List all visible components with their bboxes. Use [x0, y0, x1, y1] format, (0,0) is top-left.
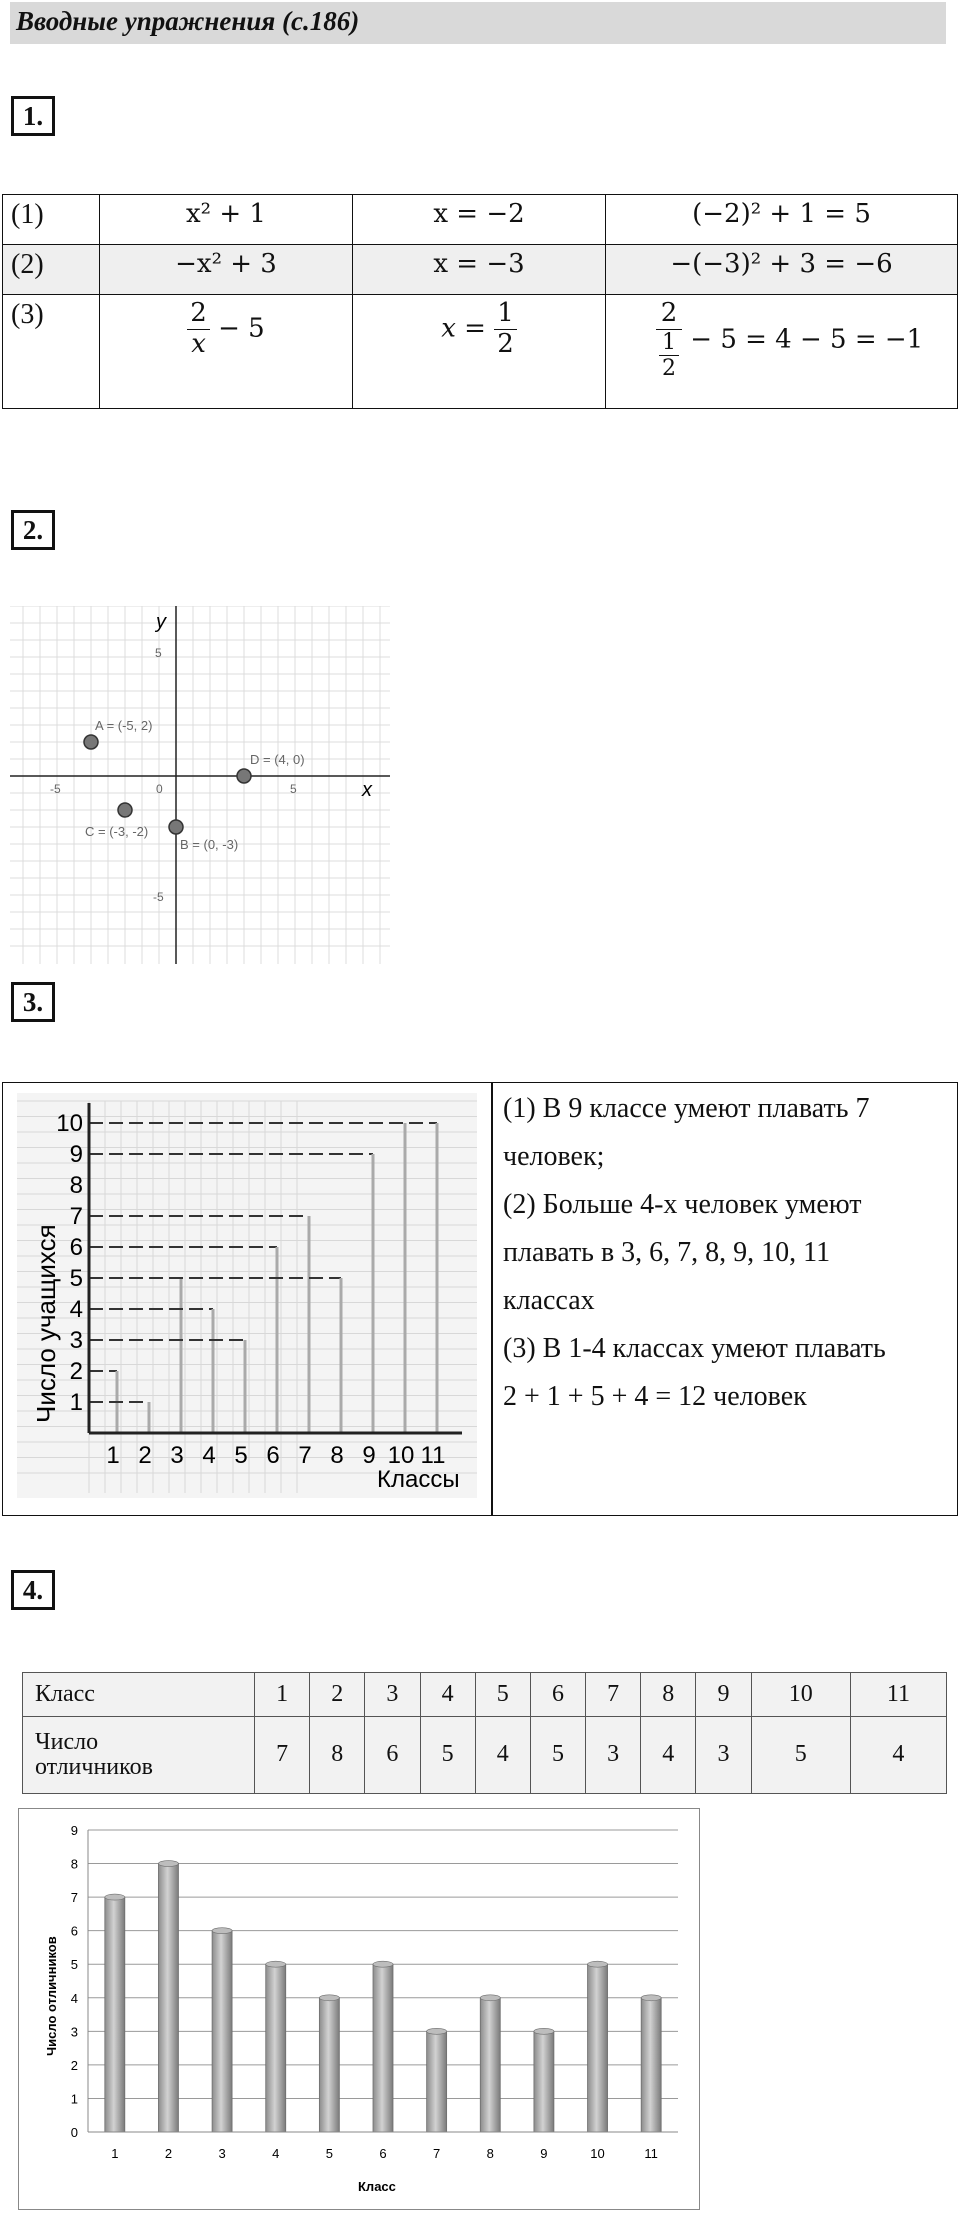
- point-marker: [237, 769, 251, 783]
- bar: [480, 1998, 500, 2132]
- tick-label: 0: [156, 782, 163, 796]
- tick-label: 5: [155, 646, 162, 660]
- x-value-cell: x = −3: [353, 245, 606, 295]
- point-label: B = (0, -3): [180, 837, 239, 852]
- bar: [340, 1278, 343, 1433]
- bar-top: [427, 2028, 447, 2034]
- bar: [308, 1216, 311, 1433]
- count-cell: 5: [420, 1716, 475, 1793]
- tick-label: 0: [70, 2125, 78, 2140]
- tick-label: 7: [298, 1442, 312, 1469]
- class-cell: 9: [696, 1673, 751, 1717]
- tick-label: -5: [50, 782, 61, 796]
- tick-label: 10: [56, 1110, 83, 1137]
- bar: [372, 1154, 375, 1433]
- bar: [436, 1123, 439, 1433]
- table-row: [3, 245, 958, 295]
- row-index: (2): [3, 245, 100, 295]
- tick-label: 8: [330, 1442, 344, 1469]
- class-cell: 11: [850, 1673, 946, 1717]
- y-axis-label: Число отличников: [44, 1936, 59, 2056]
- tick-label: 8: [69, 1172, 83, 1199]
- bar: [373, 1964, 393, 2132]
- row-index: (3): [3, 295, 100, 409]
- swimming-chart: [17, 1093, 477, 1498]
- tick-label: 6: [379, 2146, 387, 2161]
- tick-label: 9: [70, 1823, 78, 1838]
- class-cell: 3: [365, 1673, 420, 1717]
- calculation-cell: $\frac{2}{\frac{1}{2}}$ − 5 = 4 − 5 = −1: [606, 295, 958, 409]
- answer-line: плавать в 3, 6, 7, 8, 9, 10, 11: [503, 1237, 831, 1268]
- fraction: $\frac{2}{\frac{1}{2}}$: [656, 299, 682, 381]
- tick-label: 3: [69, 1327, 83, 1354]
- exercise-3-number: 3.: [11, 982, 55, 1022]
- bar-top: [534, 2028, 554, 2034]
- bar: [212, 1931, 232, 2132]
- page-title: Вводные упражнения (с.186): [16, 6, 360, 36]
- bar: [588, 1964, 608, 2132]
- count-cell: 4: [641, 1716, 696, 1793]
- tick-label: 2: [69, 1358, 83, 1385]
- tick-label: 5: [69, 1265, 83, 1292]
- class-cell: 1: [255, 1673, 310, 1717]
- tick-label: 5: [325, 2146, 333, 2161]
- class-cell: 2: [310, 1673, 365, 1717]
- tick-label: 3: [170, 1442, 184, 1469]
- tick-label: 6: [70, 1923, 78, 1939]
- count-cell: 3: [696, 1716, 751, 1793]
- tick-label: 1: [69, 1389, 83, 1416]
- point-label: A = (-5, 2): [95, 718, 153, 733]
- tick-label: 4: [69, 1296, 83, 1323]
- class-cell: 7: [586, 1673, 641, 1717]
- tick-label: 7: [433, 2146, 441, 2161]
- tick-label: 3: [218, 2146, 226, 2161]
- expression-cell: x² + 1: [100, 195, 353, 245]
- tick-label: 4: [70, 1990, 78, 2006]
- point-label: D = (4, 0): [250, 752, 305, 767]
- answer-line: человек;: [503, 1141, 605, 1172]
- bar-top: [158, 1861, 178, 1867]
- bar: [158, 1864, 178, 2132]
- exercise-2-number: 2.: [11, 510, 55, 550]
- x-axis-label: Классы: [377, 1466, 460, 1493]
- answer-line: классах: [503, 1285, 595, 1316]
- answer-line: (2) Больше 4-х человек умеют: [503, 1189, 862, 1220]
- tick-label: 1: [106, 1442, 120, 1469]
- tick-label: 5: [234, 1442, 248, 1469]
- bar-top: [641, 1995, 661, 2001]
- tick-label: 11: [420, 1442, 446, 1469]
- x-value-cell: x = $\frac{1}{2}$: [353, 295, 606, 409]
- bar-top: [373, 1961, 393, 1967]
- coordinate-grid: [10, 606, 390, 964]
- x-axis-label: x: [362, 779, 372, 801]
- exercise-1-table: [2, 194, 958, 409]
- expression-cell: $\frac{2}{x}$ − 5: [100, 295, 353, 409]
- tick-label: 8: [70, 1856, 78, 1872]
- tick-label: 4: [202, 1442, 216, 1469]
- class-cell: 5: [475, 1673, 530, 1717]
- count-cell: 8: [310, 1716, 365, 1793]
- tick-label: 2: [164, 2146, 173, 2161]
- tick-label: 1: [111, 2146, 119, 2161]
- point-label: C = (-3, -2): [85, 824, 149, 839]
- bar: [180, 1278, 183, 1433]
- bar-top: [105, 1894, 125, 1900]
- count-cell: 7: [255, 1716, 310, 1793]
- bar: [266, 1964, 286, 2132]
- tick-label: 5: [70, 1957, 78, 1973]
- bar-top: [588, 1961, 608, 1967]
- honor-students-chart: [18, 1808, 700, 2210]
- bar: [534, 2031, 554, 2132]
- tick-label: 9: [362, 1442, 376, 1469]
- page-header: [10, 2, 946, 44]
- row-index: (1): [3, 195, 100, 245]
- row-label: Класс: [23, 1673, 255, 1717]
- bar: [641, 1998, 661, 2132]
- class-cell: 4: [420, 1673, 475, 1717]
- exercise-3-answers: [503, 1085, 948, 1421]
- bar-top: [212, 1928, 232, 1934]
- class-cell: 6: [530, 1673, 585, 1717]
- bar: [404, 1123, 407, 1433]
- tick-label: 4: [272, 2146, 280, 2161]
- y-axis-label: y: [156, 611, 166, 633]
- tick-label: 2: [70, 2057, 78, 2073]
- exercise-3-box: [2, 1082, 958, 1516]
- answer-line: (1) В 9 классе умеют плавать 7: [503, 1093, 870, 1124]
- coordinate-plane: [10, 606, 390, 964]
- tick-label: 8: [486, 2146, 494, 2161]
- count-cell: 5: [751, 1716, 850, 1793]
- tick-label: 11: [644, 2146, 658, 2161]
- bar-top: [319, 1995, 339, 2001]
- fraction: $\frac{1}{2}$: [494, 299, 517, 360]
- tick-label: 1: [70, 2091, 78, 2107]
- count-cell: 6: [365, 1716, 420, 1793]
- count-cell: 4: [850, 1716, 946, 1793]
- x-axis-label: Класс: [358, 2179, 396, 2194]
- tick-label: -5: [153, 890, 164, 904]
- y-axis-label: Число учащихся: [31, 1224, 61, 1423]
- tick-label: 9: [69, 1141, 83, 1168]
- column-divider: [491, 1083, 493, 1515]
- tick-label: 7: [69, 1203, 83, 1230]
- count-cell: 3: [586, 1716, 641, 1793]
- tick-label: 5: [290, 782, 297, 796]
- bar: [276, 1247, 279, 1433]
- expression-cell: −x² + 3: [100, 245, 353, 295]
- point-marker: [84, 735, 98, 749]
- table-row: [23, 1673, 947, 1717]
- answer-line: (3) В 1-4 классах умеют плавать: [503, 1333, 886, 1364]
- tick-label: 7: [70, 1890, 78, 1906]
- row-label: Число отличников: [23, 1716, 255, 1793]
- x-value-cell: x = −2: [353, 195, 606, 245]
- class-cell: 10: [751, 1673, 850, 1717]
- bar: [212, 1309, 215, 1433]
- count-cell: 5: [530, 1716, 585, 1793]
- bar: [244, 1340, 247, 1433]
- class-cell: 8: [641, 1673, 696, 1717]
- bar-top: [266, 1961, 286, 1967]
- bar: [148, 1402, 151, 1433]
- bar: [427, 2031, 447, 2132]
- calculation-cell: −(−3)² + 3 = −6: [606, 245, 958, 295]
- fraction: $\frac{2}{x}$: [187, 299, 210, 360]
- tick-label: 2: [138, 1442, 152, 1469]
- table-row: [3, 195, 958, 245]
- bar: [319, 1998, 339, 2132]
- tick-label: 6: [69, 1234, 83, 1261]
- honor-students-table: [22, 1672, 947, 1794]
- tick-label: 10: [590, 2146, 605, 2161]
- tick-label: 6: [266, 1442, 280, 1469]
- tick-label: 3: [70, 2024, 78, 2040]
- tick-label: 9: [540, 2146, 548, 2161]
- point-marker: [169, 820, 183, 834]
- point-marker: [118, 803, 132, 817]
- tick-label: 10: [387, 1442, 415, 1469]
- exercise-4-number: 4.: [11, 1570, 55, 1610]
- count-cell: 4: [475, 1716, 530, 1793]
- bar: [105, 1897, 125, 2132]
- answer-line: 2 + 1 + 5 + 4 = 12 человек: [503, 1381, 807, 1412]
- table-row: [3, 295, 958, 409]
- bar-top: [480, 1995, 500, 2001]
- calculation-cell: (−2)² + 1 = 5: [606, 195, 958, 245]
- table-row: [23, 1716, 947, 1793]
- exercise-1-number: 1.: [11, 96, 55, 136]
